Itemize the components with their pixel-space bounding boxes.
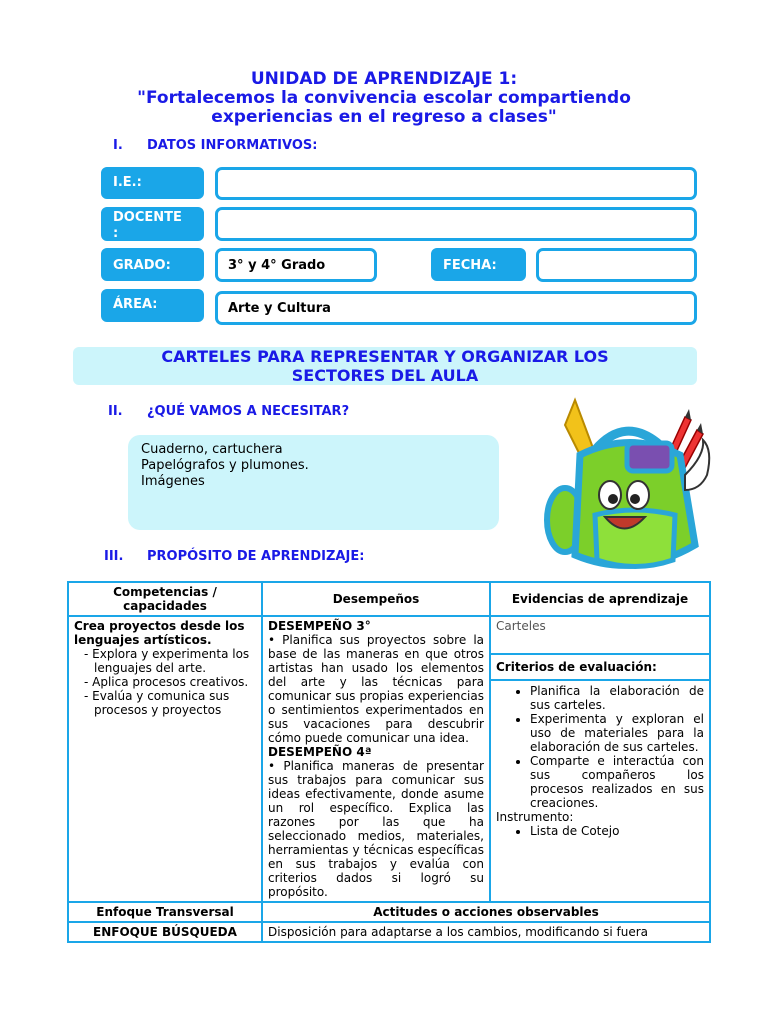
backpack-illustration (535, 395, 725, 580)
material-item: Cuaderno, cartuchera (141, 442, 283, 457)
header-competencias: Competencias / capacidades (68, 582, 262, 616)
unit-subtitle-line2: experiencias en el regreso a clases" (211, 107, 557, 127)
section-3-title: PROPÓSITO DE APRENDIZAJE: (147, 549, 365, 564)
docente-label-colon: : (113, 226, 119, 241)
criteria-item: • Comparte e interactúa con sus compañeros los procesos realizados en sus creaciones. (530, 754, 704, 810)
fecha-field[interactable] (536, 248, 697, 282)
criteria-title: Criterios de evaluación: (496, 660, 657, 674)
unit-subtitle-line1: "Fortalecemos la convivencia escolar compartiendo (137, 88, 631, 108)
capacidad-item: - Explora y experimenta los lenguajes del arte. (84, 647, 250, 675)
materials-panel (128, 435, 499, 530)
competencia-title: Crea proyectos desde los lenguajes artísticos. (74, 619, 245, 647)
instrument-label: Instrumento: (496, 810, 574, 824)
desempeno-3-text: • Planifica sus proyectos sobre la base de las maneras en que otros artistas han usado los elementos del arte y las técnicas para comunicar sus propias experiencias o sentimientos experimentados en sus vacaciones para descubrir cómo puede comunicar una idea. (268, 633, 484, 745)
header-enfoque: Enfoque Transversal (68, 902, 262, 922)
material-item: Papelógrafos y plumones. (141, 458, 309, 473)
competencias-cell (68, 616, 262, 902)
grado-label: GRADO: (101, 248, 204, 281)
material-item: Imágenes (141, 474, 205, 489)
criteria-item: • Experimenta y exploran el uso de materiales para la elaboración de sus carteles. (530, 712, 704, 754)
enfoque-value: ENFOQUE BÚSQUEDA (68, 922, 262, 942)
header-actitudes: Actitudes o acciones observables (262, 902, 710, 922)
header-desempenos: Desempeños (262, 582, 490, 616)
unit-title: UNIDAD DE APRENDIZAJE 1: (250, 69, 518, 89)
capacidad-item: - Evalúa y comunica sus procesos y proyectos (84, 689, 230, 717)
desempeno-4-text: • Planifica maneras de presentar sus trabajos para comunicar sus ideas efectivamente, donde asume un rol específico. Explica las razones por las que ha seleccionado medios, materiales, herramientas y técnicas específicas en sus trabajos y evalúa con criterios dados si logró su propósito. (268, 759, 484, 899)
area-field[interactable]: Arte y Cultura (215, 291, 697, 325)
docente-field[interactable] (215, 207, 697, 241)
section-2-title: ¿QUÉ VAMOS A NECESITAR? (147, 404, 350, 419)
area-label: ÁREA: (101, 289, 204, 322)
section-2-number: II. (108, 404, 123, 419)
activity-title-line1: CARTELES PARA REPRESENTAR Y ORGANIZAR LOS (161, 347, 609, 366)
ie-field[interactable] (215, 167, 697, 200)
desempenos-cell (262, 616, 490, 902)
actitud-value: Disposición para adaptarse a los cambios, modificando si fuera (262, 922, 710, 942)
docente-label (101, 207, 204, 241)
grado-field[interactable]: 3° y 4° Grado (215, 248, 377, 282)
header-evidencias: Evidencias de aprendizaje (490, 582, 710, 616)
evidence-value: Carteles (496, 619, 546, 633)
section-1-title: DATOS INFORMATIVOS: (147, 138, 318, 153)
capacidad-item: - Aplica procesos creativos. (84, 675, 249, 689)
activity-title-line2: SECTORES DEL AULA (291, 366, 479, 385)
docente-label-text: DOCENTE (113, 210, 182, 225)
instrument-item: • Lista de Cotejo (530, 824, 704, 838)
learning-purpose-table (67, 581, 711, 943)
section-3-number: III. (104, 549, 124, 564)
desempeno-3-title: DESEMPEÑO 3° (268, 619, 371, 633)
section-1-number: I. (113, 138, 123, 153)
activity-title-banner (73, 347, 697, 385)
desempeno-4-title: DESEMPEÑO 4ª (268, 745, 372, 759)
evidencias-cell (490, 616, 710, 902)
criteria-item: • Planifica la elaboración de sus carteles. (530, 684, 704, 712)
ie-label: I.E.: (101, 167, 204, 199)
fecha-label: FECHA: (431, 248, 526, 281)
